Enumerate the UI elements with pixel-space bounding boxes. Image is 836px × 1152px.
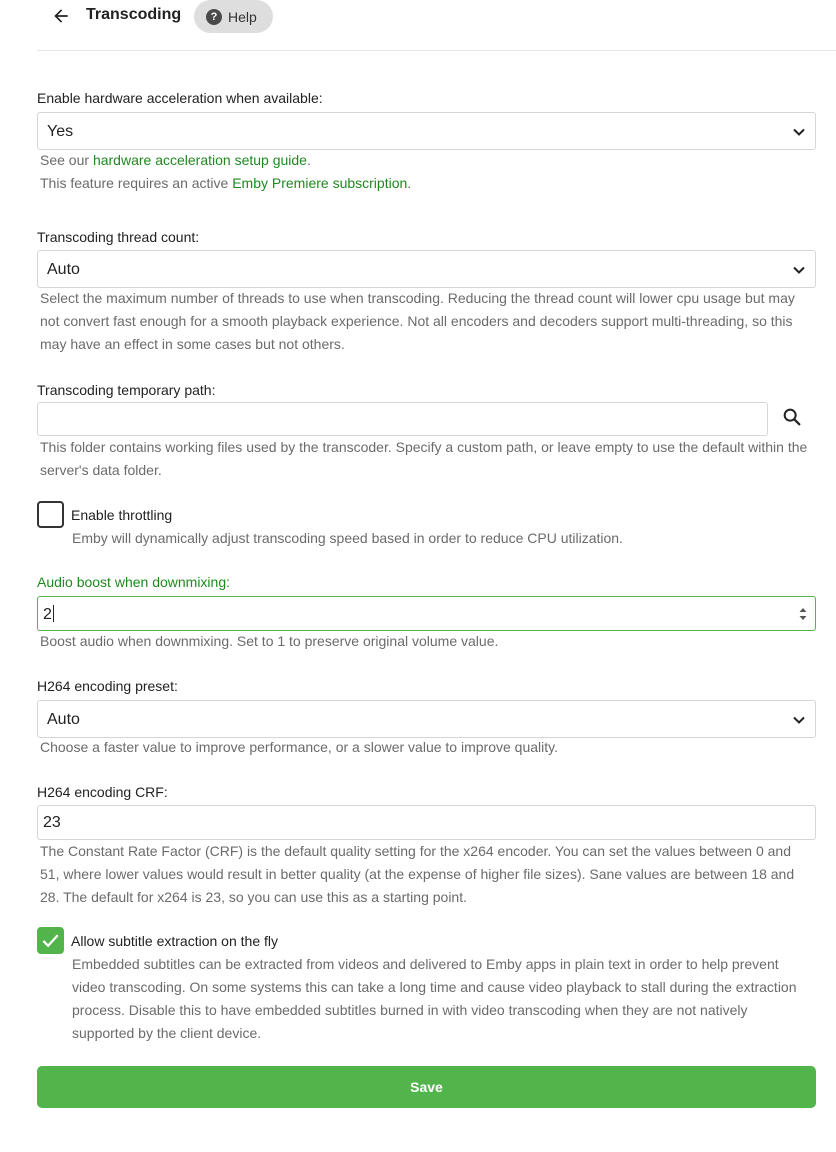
h264-preset-label: H264 encoding preset: (37, 678, 178, 694)
audio-boost-value: 2 (43, 606, 52, 623)
help-icon: ? (206, 9, 222, 25)
chevron-down-icon (791, 262, 807, 278)
number-spinner-icon[interactable] (798, 605, 808, 623)
hw-accel-value: Yes (47, 123, 74, 140)
h264-crf-label: H264 encoding CRF: (37, 784, 168, 800)
hw-accel-label: Enable hardware acceleration when available: (37, 90, 323, 106)
premiere-help-suffix: . (407, 175, 412, 191)
hw-accel-help-prefix: See our (40, 152, 93, 168)
temp-path-label: Transcoding temporary path: (37, 382, 216, 398)
arrow-left-icon (51, 6, 71, 26)
hw-accel-help (40, 149, 812, 172)
search-icon (781, 406, 803, 428)
audio-boost-help: Boost audio when downmixing. Set to 1 to preserve original volume value. (40, 633, 499, 649)
help-button[interactable] (194, 0, 273, 33)
subtitle-extraction-label: Allow subtitle extraction on the fly (71, 933, 278, 949)
browse-path-button[interactable] (779, 404, 805, 430)
throttling-checkbox[interactable] (37, 501, 64, 528)
temp-path-input[interactable] (37, 402, 768, 436)
subtitle-extraction-help: Embedded subtitles can be extracted from videos and delivered to Emby apps in plain text in order to help prevent video transcoding. On some systems this can take a long time and cause video playback to stall during the extraction process. Disable this to have embedded subtitles burned in with video transcoding when they are not natively supported by the client device. (72, 956, 797, 1041)
emby-premiere-link[interactable]: Emby Premiere subscription (232, 175, 408, 191)
throttling-help: Emby will dynamically adjust transcoding speed based in order to reduce CPU utilization. (72, 530, 623, 546)
premiere-help (40, 172, 812, 195)
h264-preset-help: Choose a faster value to improve performance, or a slower value to improve quality. (40, 739, 558, 755)
h264-preset-value: Auto (47, 711, 80, 728)
throttling-label: Enable throttling (71, 507, 173, 523)
checkmark-icon (39, 929, 62, 952)
help-button-label: Help (228, 8, 257, 25)
page-header (37, 0, 836, 51)
save-button[interactable]: Save (37, 1066, 816, 1108)
h264-crf-value: 23 (43, 814, 61, 831)
thread-count-select[interactable] (37, 250, 816, 288)
chevron-down-icon (791, 712, 807, 728)
h264-preset-select[interactable] (37, 700, 816, 738)
chevron-down-icon (791, 124, 807, 140)
temp-path-help: This folder contains working files used by the transcoder. Specify a custom path, or leave empty to use the default within the server's data folder. (40, 439, 808, 478)
subtitle-extraction-checkbox[interactable] (37, 927, 64, 954)
page-title: Transcoding (86, 6, 182, 23)
audio-boost-label: Audio boost when downmixing: (37, 574, 231, 590)
h264-crf-help: The Constant Rate Factor (CRF) is the default quality setting for the x264 encoder. You can set the values between 0 and 51, where lower values would result in better quality (at the expense of higher file sizes). Sane values are between 18 and 28. The default for x264 is 23, so you can use this as a starting point. (40, 843, 795, 905)
premiere-help-prefix: This feature requires an active (40, 175, 233, 191)
thread-count-help: Select the maximum number of threads to use when transcoding. Reducing the thread count will lower cpu usage but may not convert fast enough for a smooth playback experience. Not all encoders and decoders support multi-threading, so this may have an effect in some cases but not others. (40, 290, 795, 352)
thread-count-label: Transcoding thread count: (37, 229, 200, 245)
audio-boost-input[interactable] (37, 596, 816, 631)
h264-crf-input[interactable] (37, 805, 816, 840)
back-button[interactable] (49, 4, 73, 28)
hw-accel-help-suffix: . (306, 152, 311, 168)
hw-accel-guide-link[interactable]: hardware acceleration setup guide (92, 152, 307, 168)
hw-accel-select[interactable] (37, 112, 816, 150)
thread-count-value: Auto (47, 261, 80, 278)
